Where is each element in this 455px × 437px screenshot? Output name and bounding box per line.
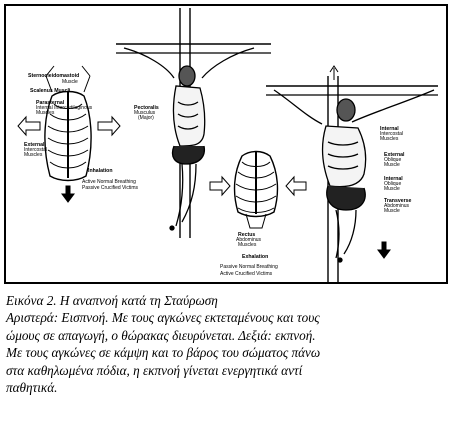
label-internal-intercostal: Internal xyxy=(380,126,399,132)
label-external-sub1: Intercostal xyxy=(24,147,48,153)
label-parasternal-sub2: Muscles xyxy=(36,110,55,116)
label-exhalation: Exhalation xyxy=(242,254,269,260)
label-external-oblique: External xyxy=(384,152,405,158)
label-scalenus: Scalenus Muscli xyxy=(30,88,71,94)
label-pectoralis: Pectoralis xyxy=(134,105,159,111)
caption-line: ώμους σε απαγωγή, ο θώρακας διευρύνεται. Δεξιά: εκπνοή. xyxy=(6,327,316,343)
caption-line: στα καθηλωμένα πόδια, η εκπνοή γίνεται ενεργητικά αντί xyxy=(6,362,303,378)
label-inhalation-passive: Passive Crucified Victims xyxy=(82,185,139,191)
label-inhalation: Inhalation xyxy=(88,168,113,174)
caption-line: Με τους αγκώνες σε κάμψη και το βάρος του σώματος πάνω xyxy=(6,345,321,361)
label-internal-intercostal-sub1: Intercostal xyxy=(380,131,404,137)
label-internal-oblique-sub1: Oblique xyxy=(384,181,402,187)
label-external: External xyxy=(24,142,45,148)
caption-line: παθητικά. xyxy=(6,380,58,396)
left-crucified-figure xyxy=(124,48,254,230)
figure-frame xyxy=(4,4,448,284)
label-internal-oblique-sub2: Muscle xyxy=(384,186,400,192)
label-transverse-sub1: Abdominus xyxy=(384,203,410,209)
label-external-oblique-sub1: Oblique xyxy=(384,157,402,163)
caption-title: Εικόνα 2. Η αναπνοή κατά τη Σταύρωση xyxy=(6,293,218,308)
label-inhalation-active: Active Normal Breathing xyxy=(82,179,136,185)
label-pectoralis-sub2: (Major) xyxy=(138,115,154,121)
label-pectoralis-sub1: Musculus xyxy=(134,110,156,116)
figure-caption xyxy=(6,292,446,396)
label-transverse-sub2: Muscle xyxy=(384,208,400,214)
label-transverse: Transverse xyxy=(384,198,412,204)
label-exhalation-active: Active Crucified Victims xyxy=(220,271,273,277)
label-internal-oblique: Internal xyxy=(384,176,403,182)
label-exhalation-passive: Passive Normal Breathing xyxy=(220,264,278,270)
right-ribcage xyxy=(235,152,278,229)
right-crucified-figure xyxy=(274,90,434,262)
label-rectus-sub2: Muscles xyxy=(238,242,257,248)
label-external-sub2: Muscles xyxy=(24,152,43,158)
label-sternocleidomastoid: Sternocleidomastoid xyxy=(28,73,80,79)
label-parasternal: Parasternal xyxy=(36,100,65,106)
label-rectus: Rectus xyxy=(238,232,256,238)
label-parasternal-sub1: Internal Intercartilaginous xyxy=(36,105,93,111)
label-external-oblique-sub2: Muscle xyxy=(384,162,400,168)
caption-line: Αριστερά: Εισπνοή. Με τους αγκώνες εκτεταμένους και τους xyxy=(6,310,320,326)
label-sternocleidomastoid-sub: Muscle xyxy=(62,79,78,85)
crucifixion-respiration-illustration xyxy=(6,6,446,282)
label-rectus-sub1: Abdominus xyxy=(236,237,262,243)
label-internal-intercostal-sub2: Muscles xyxy=(380,136,399,142)
